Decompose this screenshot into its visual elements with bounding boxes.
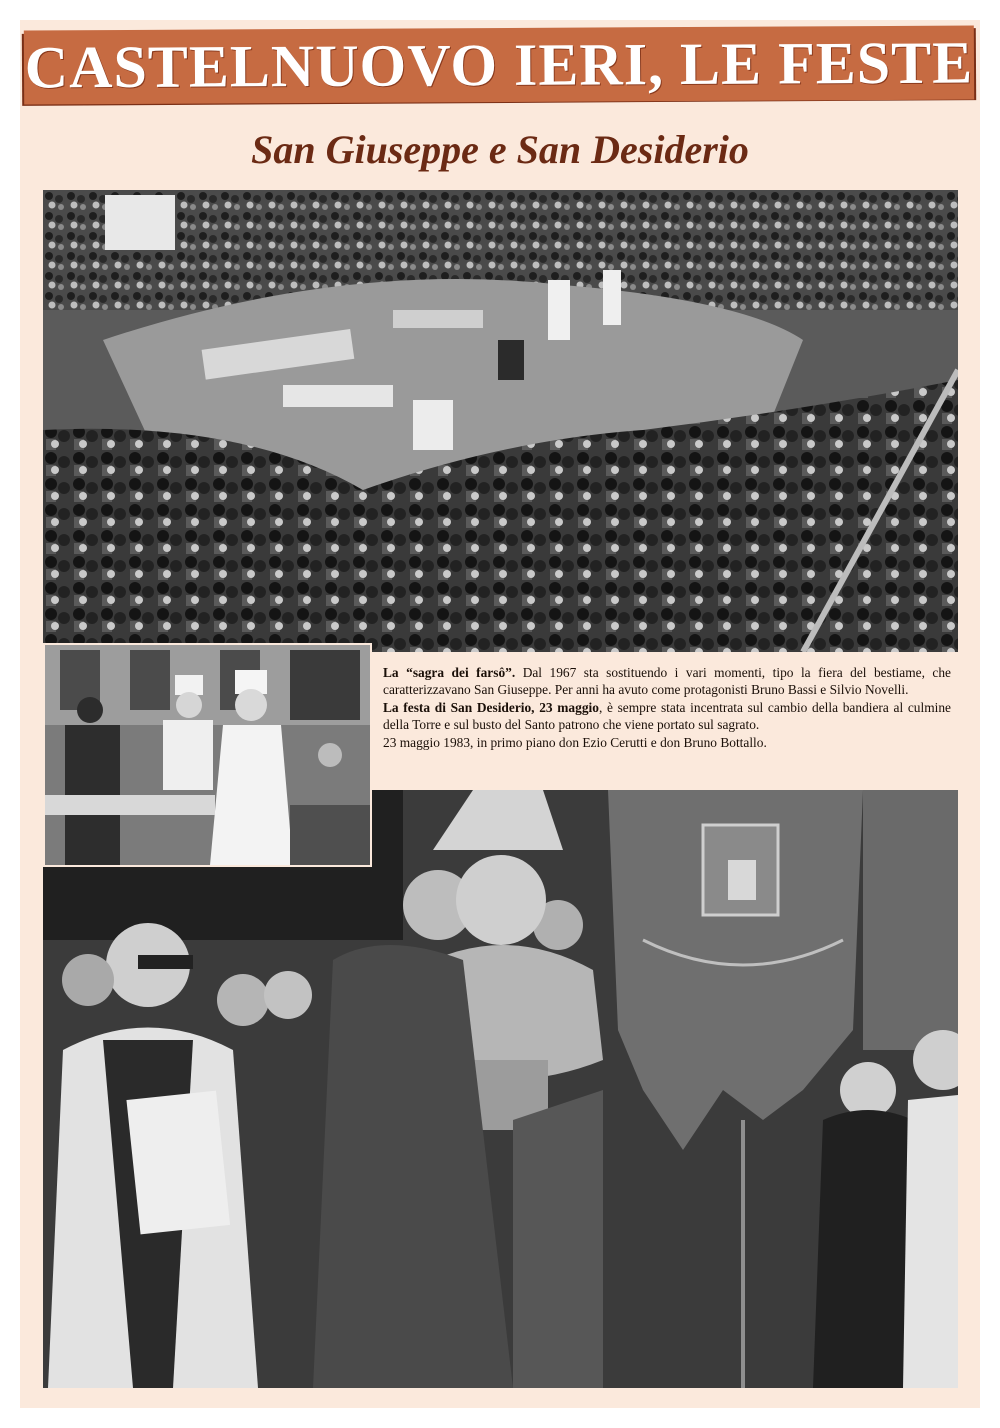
caption-paragraph-sagra <box>383 664 951 699</box>
caption-sagra-heading: La “sagra dei farsô”. <box>383 665 516 680</box>
procession-with-saint-bust-photo <box>43 790 958 1388</box>
title-banner <box>24 26 974 105</box>
caption-san-desiderio-text: , è sempre stata incentrata sul cambio della bandiera al culmine della Torre e sul busto del Santo patrono che viene portato sul sagrato. <box>383 699 951 733</box>
caption-paragraph-san-desiderio <box>383 699 951 734</box>
caption-paragraph-1983: 23 maggio 1983, in primo piano don Ezio Cerutti e don Bruno Bottallo. <box>383 734 767 750</box>
cooks-in-white-photo <box>43 643 372 867</box>
caption-san-desiderio-heading: La festa di San Desiderio, 23 maggio <box>383 699 599 715</box>
page-title: CASTELNUOVO IERI, LE FESTE <box>24 29 974 100</box>
caption-sagra-text: Dal 1967 sta sostituendo i vari momenti, tipo la fiera del bestiame, che caratterizzavano San Giuseppe. Per anni ha avuto come protagonisti Bruno Bassi e Silvio Novelli. <box>383 665 951 698</box>
crowd-at-sagra-photo <box>43 190 958 652</box>
page-subtitle: San Giuseppe e San Desiderio <box>251 127 749 172</box>
photo-caption <box>383 664 951 751</box>
